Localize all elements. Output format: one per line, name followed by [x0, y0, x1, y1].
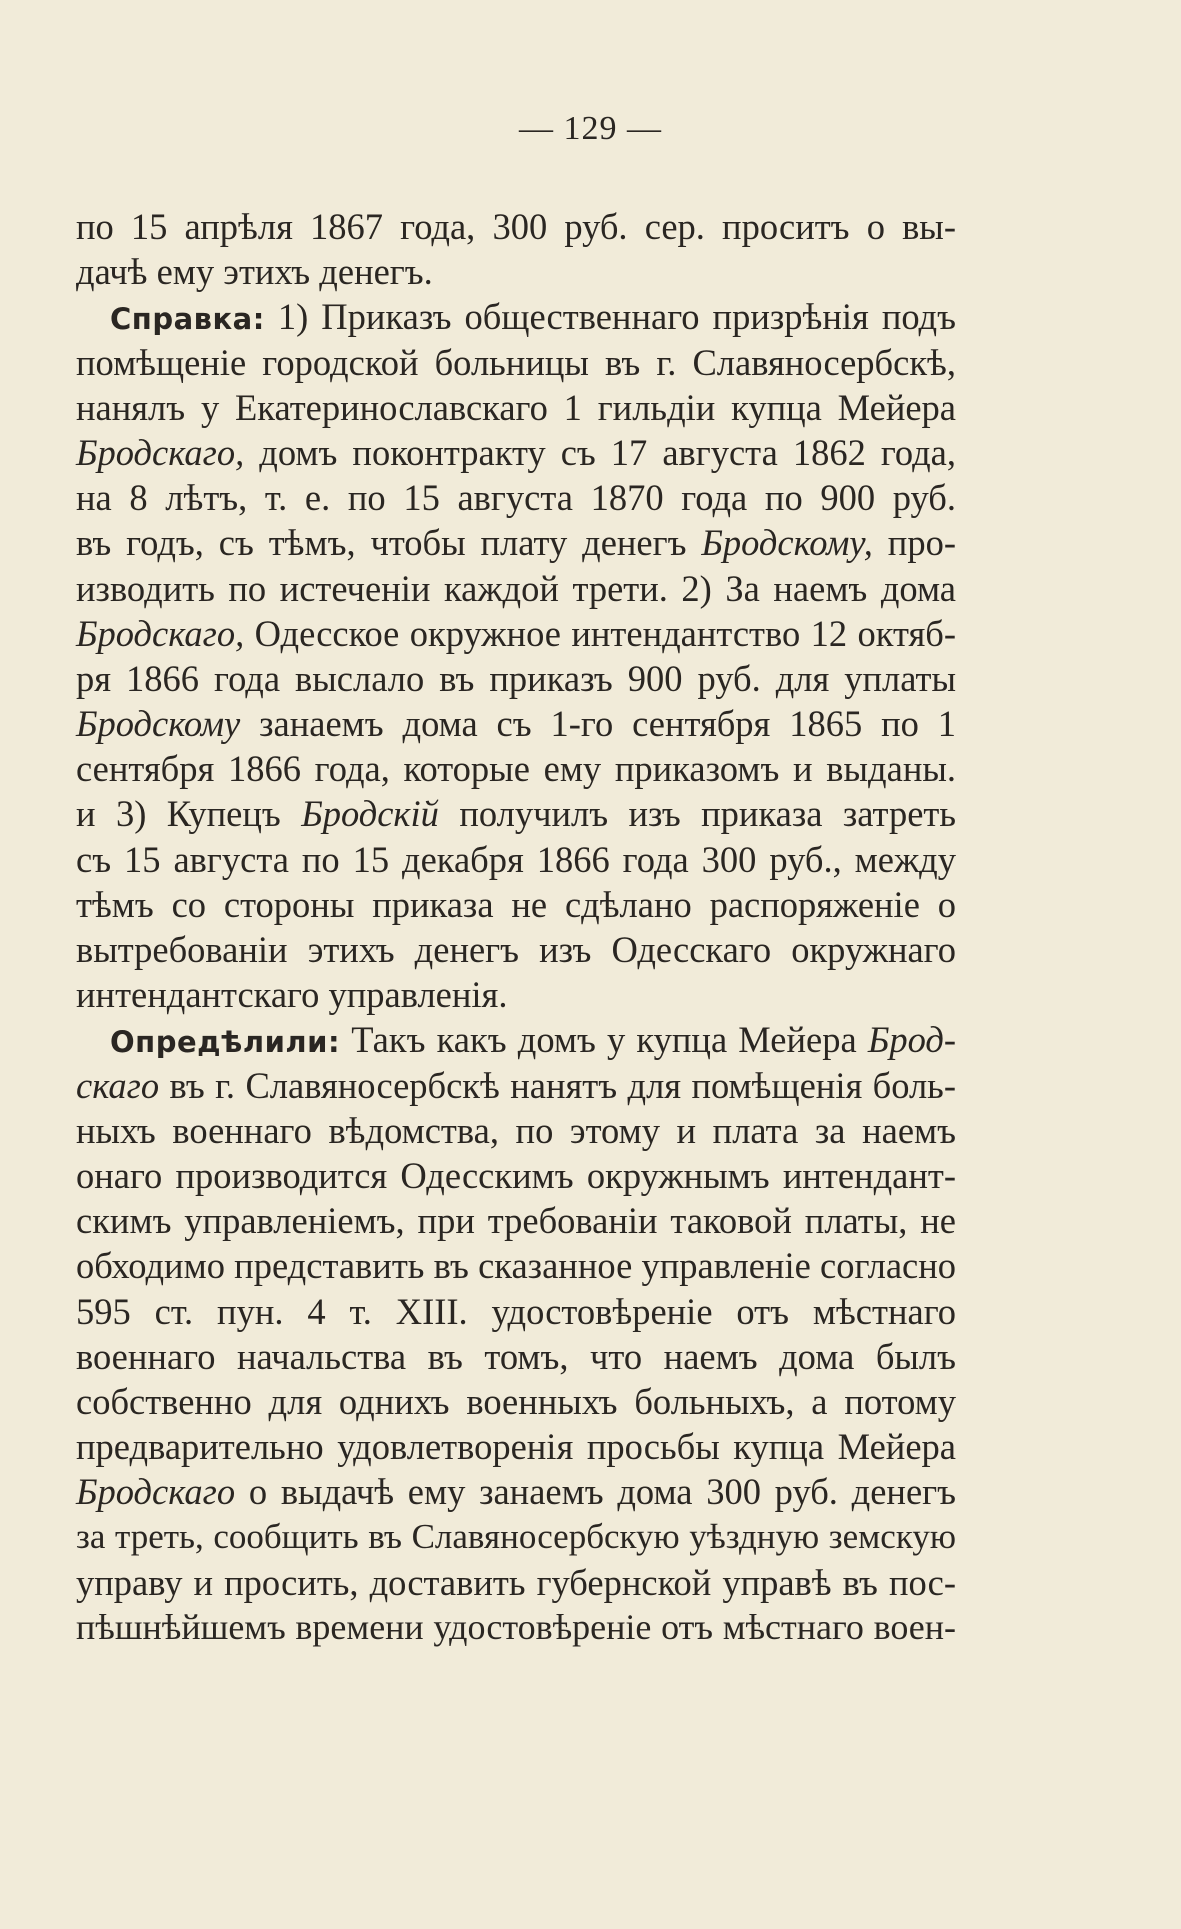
text-line	[76, 1560, 956, 1605]
text-run: дачѣ ему этихъ денегъ.	[76, 251, 433, 293]
text-run: за треть, сообщить въ Славяносербскую уѣздную земскую	[76, 1517, 956, 1557]
page-number: — 129 —	[519, 110, 662, 147]
text-line	[76, 385, 956, 430]
text-run: съ 15 августа по 15 декабря 1866 года 300 руб., между	[76, 838, 956, 880]
text-run: ря 1866 года выслало въ приказъ 900 руб. для уплаты	[76, 657, 956, 699]
section-label: Справка:	[110, 302, 265, 337]
italic-name: Брод-	[867, 1019, 956, 1061]
text-line	[76, 1243, 956, 1288]
text-run: управу и просить, доставить губернской управѣ въ пос-	[76, 1561, 956, 1603]
text-line	[76, 1153, 956, 1198]
italic-name: Бродскому,	[701, 522, 873, 564]
text-run: собственно для однихъ военныхъ больныхъ, а потому	[76, 1380, 956, 1422]
text-line	[76, 1108, 956, 1153]
text-line	[76, 1605, 956, 1650]
text-run: 1) Приказъ общественнаго призрѣнія подъ	[264, 296, 956, 338]
body-text	[76, 204, 956, 1650]
text-line	[76, 701, 956, 746]
text-run: изводить по истеченіи каждой трети. 2) За наемъ дома	[76, 567, 956, 609]
text-run: по 15 апрѣля 1867 года, 300 руб. сер. проситъ о вы-	[76, 206, 956, 247]
italic-name: Бродскаго	[76, 1471, 236, 1513]
text-run: получилъ изъ приказа затреть	[438, 793, 956, 835]
italic-name: Бродскому	[76, 703, 241, 745]
text-line	[76, 520, 956, 565]
text-line	[76, 294, 956, 339]
text-run: Такъ какъ домъ у купца Мейера	[340, 1019, 868, 1061]
text-run: на 8 лѣтъ, т. е. по 15 августа 1870 года по 900 руб.	[76, 477, 956, 519]
text-line	[76, 430, 956, 475]
text-line	[76, 927, 956, 972]
text-run: интендантскаго управленія.	[76, 974, 508, 1016]
text-run: обходимо представить въ сказанное управленіе согласно	[76, 1245, 956, 1287]
text-run: Одесское окружное интендантство 12 октяб-	[244, 612, 956, 654]
text-line	[76, 1198, 956, 1243]
text-line	[76, 204, 956, 249]
text-line	[76, 837, 956, 882]
text-line	[76, 1017, 956, 1062]
italic-name: Бродскаго,	[76, 612, 245, 654]
text-line	[76, 340, 956, 385]
italic-name: Бродскаго,	[76, 431, 245, 473]
text-line	[76, 882, 956, 927]
italic-name: Бродскій	[301, 793, 439, 835]
text-run: пѣшнѣйшемъ времени удостовѣреніе отъ мѣстнаго воен-	[76, 1606, 956, 1647]
text-line	[76, 1063, 956, 1108]
italic-name: скаго	[76, 1064, 160, 1106]
text-line	[76, 746, 956, 791]
text-line	[76, 611, 956, 656]
text-run: ныхъ военнаго вѣдомства, по этому и плата за наемъ	[76, 1109, 956, 1151]
text-run: 595 ст. пун. 4 т. XIII. удостовѣреніе отъ мѣстнаго	[76, 1290, 956, 1332]
text-run: въ г. Славяносербскѣ нанятъ для помѣщенія боль-	[159, 1064, 956, 1106]
text-run: о выдачѣ ему занаемъ дома 300 руб. денегъ	[235, 1471, 956, 1513]
text-run: тѣмъ со стороны приказа не сдѣлано распоряженіе о	[76, 883, 956, 925]
text-run: занаемъ дома съ 1-го сентября 1865 по 1	[240, 703, 956, 745]
text-line	[76, 1379, 956, 1424]
text-line	[76, 1289, 956, 1334]
text-run: про-	[872, 522, 956, 564]
text-run: въ годъ, съ тѣмъ, чтобы плату денегъ	[76, 522, 702, 564]
text-line	[76, 791, 956, 836]
text-line	[76, 249, 956, 294]
section-label: Опредѣлили:	[110, 1025, 341, 1060]
text-run: домъ поконтракту съ 17 августа 1862 года,	[244, 431, 956, 473]
text-line	[76, 656, 956, 701]
text-run: помѣщеніе городской больницы въ г. Славяносербскѣ,	[76, 341, 956, 383]
text-run: вытребованіи этихъ денегъ изъ Одесскаго окружнаго	[76, 929, 956, 970]
text-line	[76, 972, 956, 1017]
text-run: военнаго начальства въ томъ, что наемъ дома былъ	[76, 1335, 956, 1377]
text-run: предварительно удовлетворенія просьбы купца Мейера	[76, 1426, 956, 1468]
text-line	[76, 1334, 956, 1379]
text-line	[76, 1514, 956, 1559]
text-run: скимъ управленіемъ, при требованіи таковой платы, не	[76, 1200, 956, 1242]
text-line	[76, 566, 956, 611]
text-line	[76, 1469, 956, 1514]
text-run: онаго производится Одесскимъ окружнымъ интендант-	[76, 1154, 956, 1196]
text-run: нанялъ у Екатеринославскаго 1 гильдіи купца Мейера	[76, 386, 956, 428]
text-run: и 3) Купецъ	[76, 793, 302, 835]
text-line	[76, 1424, 956, 1469]
text-run: сентября 1866 года, которые ему приказомъ и выданы.	[76, 748, 956, 790]
text-line	[76, 475, 956, 520]
